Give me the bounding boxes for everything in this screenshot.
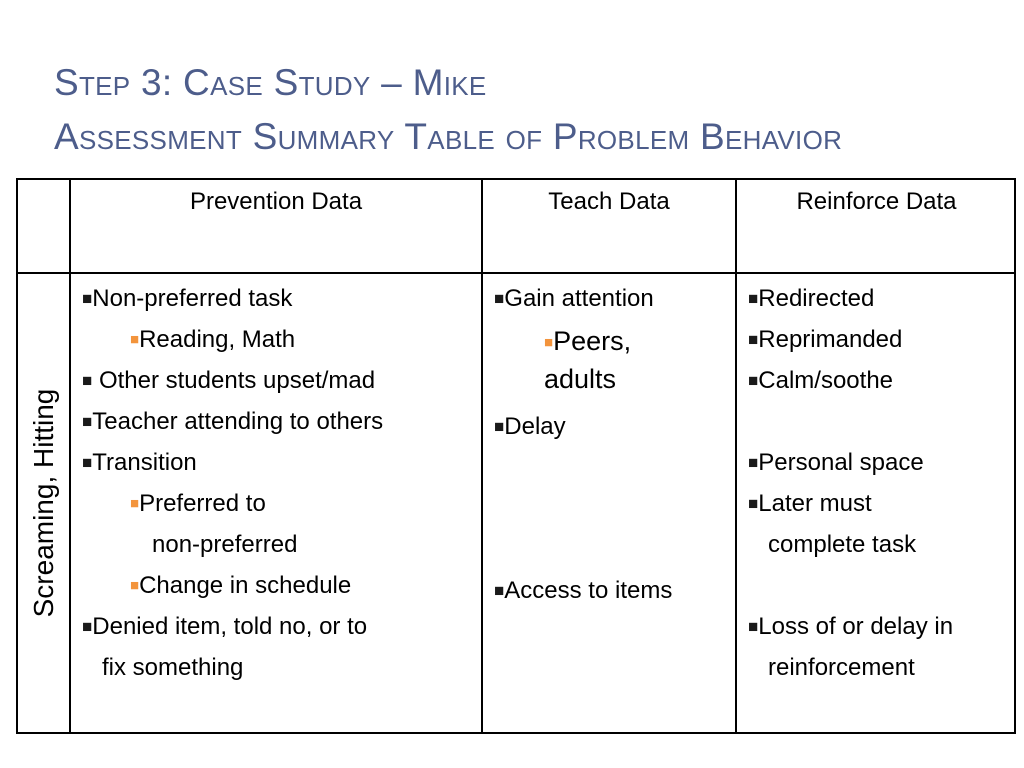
- list-item: ■Transition: [82, 449, 197, 476]
- orange-square-bullet-icon: ■: [130, 331, 140, 348]
- list-item: ■Change in schedule: [130, 572, 352, 599]
- prevention-cell: [82, 278, 478, 688]
- list-item: ■Teacher attending to others: [82, 408, 384, 435]
- list-item-continuation: reinforcement: [768, 654, 915, 681]
- assessment-summary-table: [16, 178, 1016, 734]
- black-square-bullet-icon: ■: [494, 289, 505, 308]
- black-square-bullet-icon: ■: [82, 617, 93, 636]
- row-label: [18, 274, 70, 732]
- table-divider: [18, 272, 1014, 274]
- black-square-bullet-icon: ■: [748, 494, 759, 513]
- list-item-continuation: fix something: [102, 654, 244, 681]
- list-item: ■Calm/soothe: [748, 367, 894, 394]
- black-square-bullet-icon: ■: [82, 453, 93, 472]
- row-label-text: Screaming, Hitting: [28, 388, 59, 618]
- list-item: ■Denied item, told no, or to: [82, 613, 368, 640]
- reinforce-cell: [748, 278, 1014, 688]
- header-teach-data: Teach Data: [548, 188, 670, 215]
- list-item: ■Delay: [494, 413, 566, 440]
- list-item: ■Redirected: [748, 285, 875, 312]
- list-item: ■Gain attention: [494, 285, 654, 312]
- black-square-bullet-icon: ■: [494, 581, 505, 600]
- title-line-1: Step 3: Case Study – Mike: [54, 62, 487, 103]
- black-square-bullet-icon: ■: [748, 330, 759, 349]
- list-item: ■Non-preferred task: [82, 285, 293, 312]
- list-item-continuation: complete task: [768, 531, 917, 558]
- header-reinforce-data: Reinforce Data: [796, 188, 957, 215]
- black-square-bullet-icon: ■: [494, 417, 505, 436]
- list-item: ■Peers,: [544, 326, 632, 356]
- list-item: ■Later must: [748, 490, 872, 517]
- list-item: ■ Other students upset/mad: [82, 367, 376, 394]
- orange-square-bullet-icon: ■: [130, 495, 140, 512]
- table-divider: [735, 180, 737, 732]
- title-line-2: Assessment Summary Table of Problem Behavior: [54, 116, 843, 157]
- black-square-bullet-icon: ■: [82, 371, 93, 390]
- orange-square-bullet-icon: ■: [130, 577, 140, 594]
- header-prevention-data: Prevention Data: [189, 188, 363, 215]
- slide-title: [54, 56, 1014, 164]
- list-item-continuation: adults: [544, 364, 617, 394]
- black-square-bullet-icon: ■: [748, 617, 759, 636]
- list-item: ■Loss of or delay in: [748, 613, 954, 640]
- list-item: ■Preferred to: [130, 490, 266, 517]
- black-square-bullet-icon: ■: [82, 412, 93, 431]
- table-divider: [481, 180, 483, 732]
- black-square-bullet-icon: ■: [748, 371, 759, 390]
- list-item-continuation: non-preferred: [152, 531, 298, 558]
- black-square-bullet-icon: ■: [748, 453, 759, 472]
- black-square-bullet-icon: ■: [748, 289, 759, 308]
- orange-square-bullet-icon: ■: [544, 334, 554, 351]
- list-item: ■Reprimanded: [748, 326, 903, 353]
- black-square-bullet-icon: ■: [82, 289, 93, 308]
- list-item: ■Personal space: [748, 449, 924, 476]
- teach-cell: [494, 278, 732, 611]
- list-item: ■Access to items: [494, 577, 673, 604]
- list-item: ■Reading, Math: [130, 326, 296, 353]
